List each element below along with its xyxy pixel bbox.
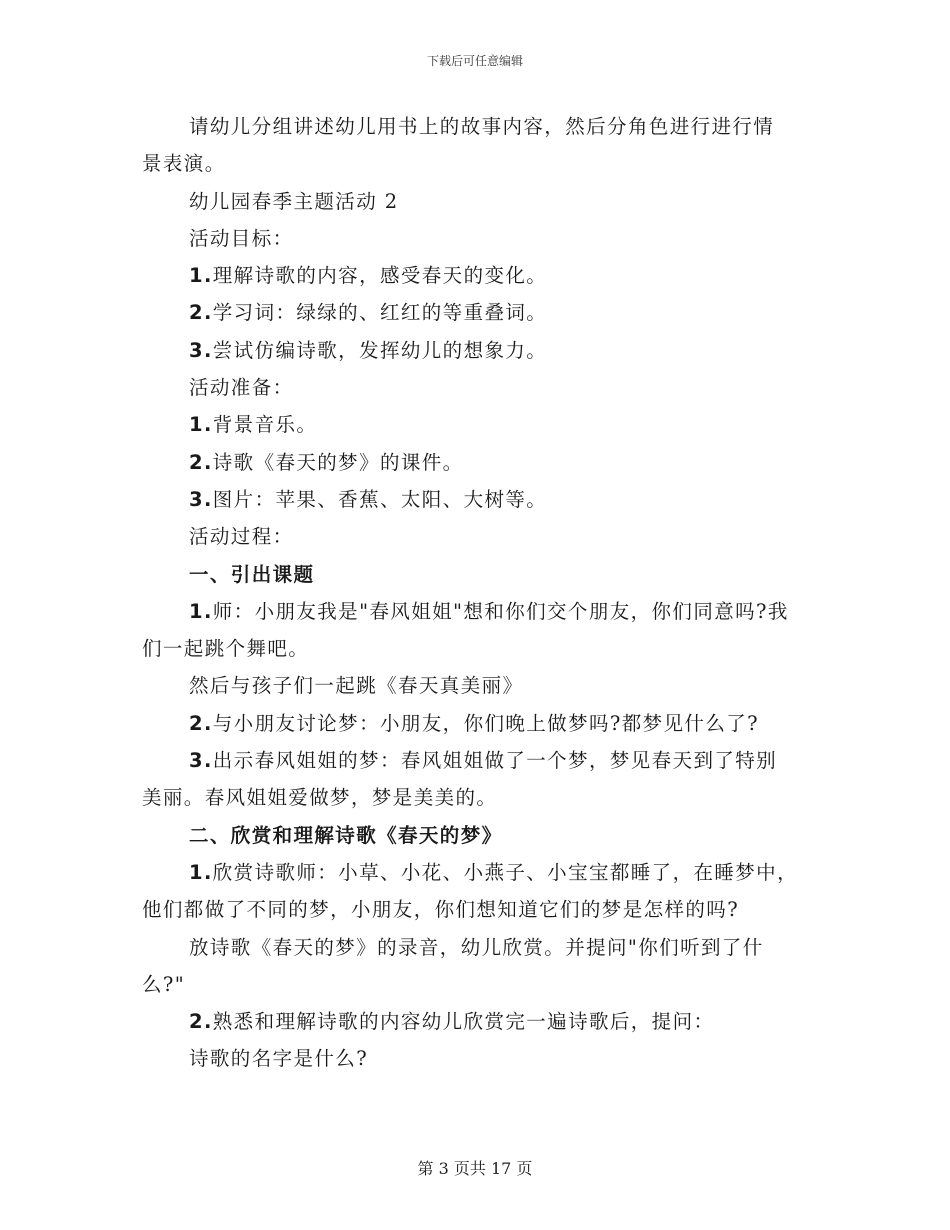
page-header: 下载后可任意编辑 <box>426 54 523 68</box>
list-number: 3. <box>189 338 213 362</box>
list-item <box>142 444 812 481</box>
list-item <box>142 406 812 443</box>
paragraph-line: 景表演。 <box>142 152 226 176</box>
list-text: 欣赏诗歌师：小草、小花、小燕子、小宝宝都睡了，在睡梦中， <box>212 860 798 884</box>
list-text: 与小朋友讨论梦：小朋友，你们晚上做梦吗?都梦见什么了? <box>212 711 759 735</box>
list-text: 学习词：绿绿的、红红的等重叠词。 <box>212 301 548 325</box>
list-number: 3. <box>189 749 213 773</box>
list-text: 出示春风姐姐的梦：春风姐姐做了一个梦，梦见春天到了特别 <box>212 749 778 773</box>
subheading: 活动准备： <box>189 376 294 400</box>
paragraph-line: 美丽。春风姐姐爱做梦，梦是美美的。 <box>142 786 498 810</box>
list-item <box>142 257 812 294</box>
list-number: 2. <box>189 301 213 325</box>
list-text: 背景音乐。 <box>212 413 318 437</box>
paragraph-line: 么?" <box>142 972 186 996</box>
list-text: 尝试仿编诗歌，发挥幼儿的想象力。 <box>212 338 548 362</box>
subheading: 活动过程： <box>189 525 294 549</box>
paragraph-line: 他们都做了不同的梦，小朋友，你们想知道它们的梦是怎样的吗? <box>142 898 740 922</box>
document-body <box>142 108 812 1078</box>
list-number: 1. <box>189 413 213 437</box>
list-number: 2. <box>189 711 213 735</box>
list-item <box>142 1003 812 1040</box>
list-item <box>142 593 812 630</box>
paragraph-line: 们一起跳个舞吧。 <box>142 637 310 661</box>
list-item <box>142 481 812 518</box>
paragraph-line: 诗歌的名字是什么? <box>189 1047 369 1071</box>
list-item <box>142 742 812 779</box>
list-number: 2. <box>189 1010 213 1034</box>
list-number: 1. <box>189 264 213 288</box>
list-text: 理解诗歌的内容，感受春天的变化。 <box>212 264 548 288</box>
list-number: 1. <box>189 860 213 884</box>
list-text: 熟悉和理解诗歌的内容幼儿欣赏完一遍诗歌后，提问： <box>212 1010 715 1034</box>
list-text: 诗歌《春天的梦》的课件。 <box>212 450 464 474</box>
paragraph-line: 放诗歌《春天的梦》的录音，幼儿欣赏。并提问"你们听到了什 <box>189 935 764 959</box>
section-heading: 一、引出课题 <box>189 562 315 586</box>
paragraph-line: 然后与孩子们一起跳《春天真美丽》 <box>189 674 524 698</box>
list-number: 1. <box>189 599 213 623</box>
subheading: 活动目标： <box>189 226 294 250</box>
list-text: 师：小朋友我是"春风姐姐"想和你们交个朋友，你们同意吗?我 <box>212 599 789 623</box>
section-heading: 二、欣赏和理解诗歌《春天的梦》 <box>189 823 503 847</box>
paragraph-line: 请幼儿分组讲述幼儿用书上的故事内容，然后分角色进行进行情 <box>189 115 775 138</box>
list-number: 3. <box>189 487 213 511</box>
list-item <box>142 854 812 891</box>
list-item <box>142 332 812 369</box>
page-footer: 第 3 页共 17 页 <box>417 1159 533 1178</box>
list-number: 2. <box>189 450 213 474</box>
list-item <box>142 705 812 742</box>
list-text: 图片：苹果、香蕉、太阳、大树等。 <box>212 487 548 511</box>
list-item <box>142 294 812 331</box>
section-title: 幼儿园春季主题活动 2 <box>189 189 399 213</box>
